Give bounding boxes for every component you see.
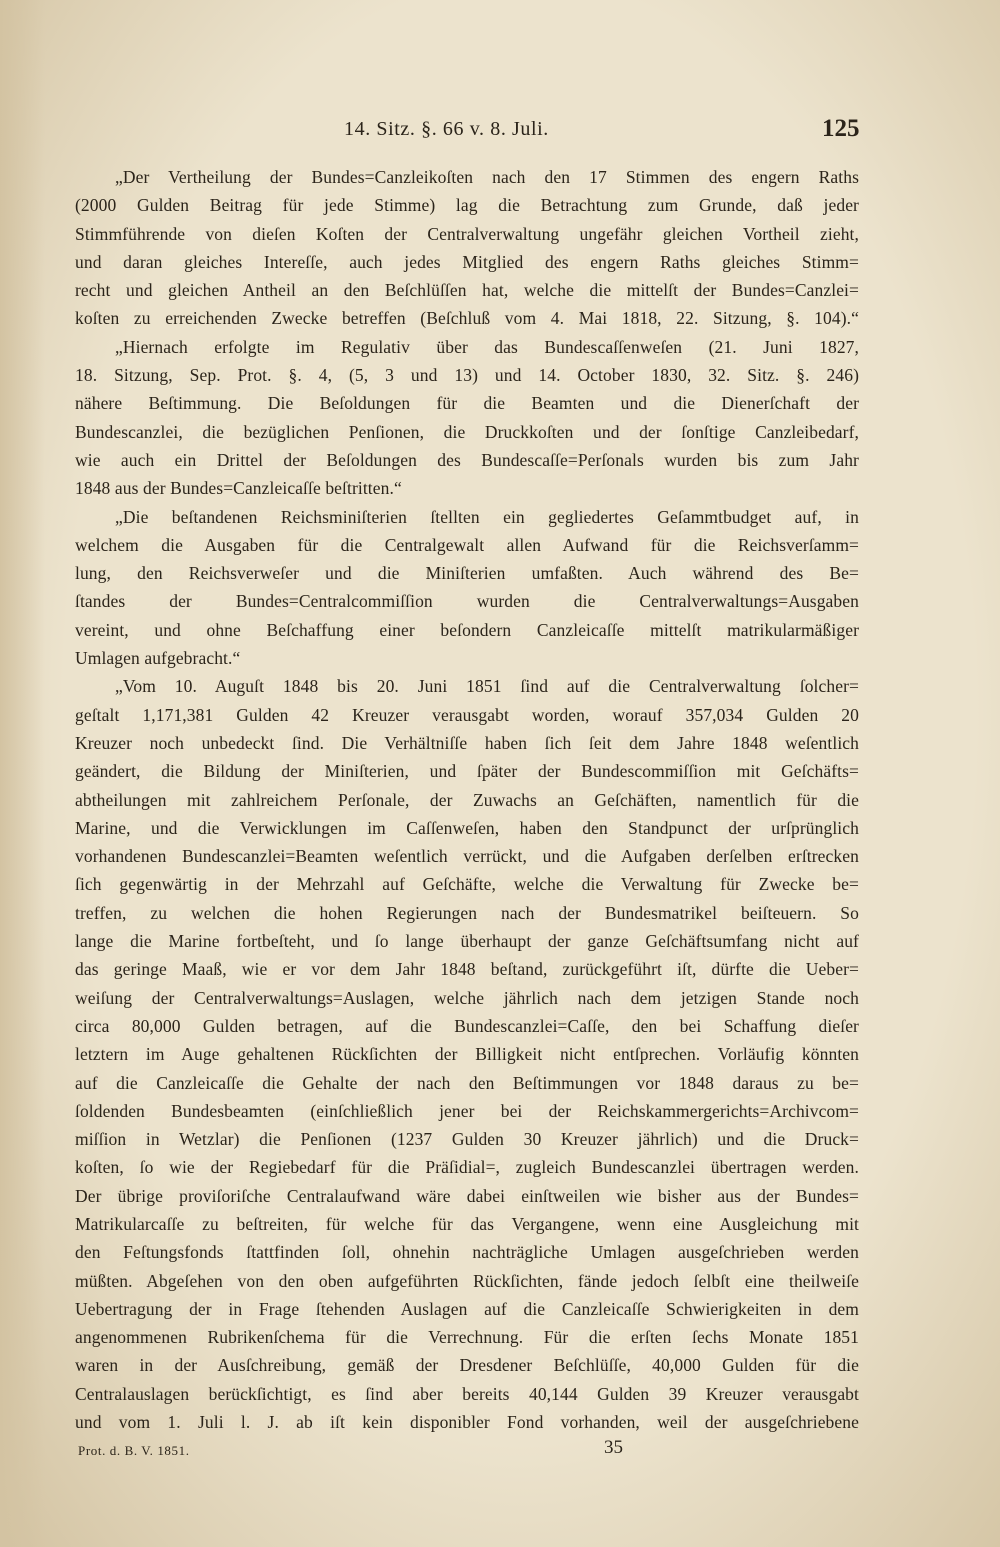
text-line: Uebertragung der in Frage ſtehenden Auslagen auf die Canzleicaſſe Schwierigkeiten in dem	[75, 1298, 859, 1319]
text-line: ſtandes der Bundes=Centralcommiſſion wurden die Centralverwaltungs=Ausgaben	[75, 591, 859, 612]
text-line: welchem die Ausgaben für die Centralgewalt allen Aufwand für die Reichsverſamm=	[75, 534, 859, 555]
text-line: „Hiernach erfolgte im Regulativ über das Bundescaſſenweſen (21. Juni 1827,	[115, 336, 859, 357]
text-line: (2000 Gulden Beitrag für jede Stimme) lag die Betrachtung zum Grunde, daß jeder	[75, 195, 859, 216]
text-line: geändert, die Bildung der Miniſterien, und ſpäter der Bundescommiſſion mit Geſchäfts=	[75, 761, 859, 782]
paragraph	[75, 333, 859, 503]
text-line: ſoldenden Bundesbeamten (einſchließlich jener bei der Reichskammergerichts=Archivcom=	[75, 1100, 859, 1121]
text-line: „Vom 10. Auguſt 1848 bis 20. Juni 1851 ſind auf die Centralverwaltung ſolcher=	[115, 676, 859, 697]
text-line: Matrikularcaſſe zu beſtreiten, für welche für das Vergangene, wenn eine Ausgleichung mit	[75, 1213, 859, 1234]
text-line: 1848 aus der Bundes=Canzleicaſſe beſtritten.“	[75, 478, 402, 499]
text-line: geſtalt 1,171,381 Gulden 42 Kreuzer verausgabt worden, worauf 357,034 Gulden 20	[75, 704, 859, 725]
text-line: lung, den Reichsverweſer und die Miniſterien umfaßten. Auch während des Be=	[75, 563, 859, 584]
text-line: Stimmführende von dieſen Koſten der Centralverwaltung ungefähr gleichen Vortheil zieht,	[75, 223, 859, 244]
text-line: waren in der Ausſchreibung, gemäß der Dresdener Beſchlüſſe, 40,000 Gulden für die	[75, 1355, 859, 1376]
text-line: vereint, und ohne Beſchaffung einer beſondern Canzleicaſſe mittelſt matrikularmäßiger	[75, 619, 859, 640]
text-line: wie auch ein Drittel der Beſoldungen des Bundescaſſe=Perſonals wurden bis zum Jahr	[75, 449, 859, 470]
page-number: 125	[822, 115, 860, 142]
text-line: den Feſtungsfonds ſtattfinden ſoll, ohnehin nachträgliche Umlagen ausgeſchrieben werden	[75, 1242, 859, 1263]
text-line: „Die beſtandenen Reichsminiſterien ſtellten ein gegliedertes Geſammtbudget auf, in	[115, 506, 859, 527]
text-line: „Der Vertheilung der Bundes=Canzleikoſten nach den 17 Stimmen des engern Raths	[115, 167, 859, 187]
text-line: ſich gegenwärtig in der Mehrzahl auf Geſchäfte, welche die Verwaltung für Zwecke be=	[75, 874, 859, 895]
text-line: Bundescanzlei, die bezüglichen Penſionen, die Druckkoſten und der ſonſtige Canzleibedarf,	[75, 421, 859, 442]
text-line: circa 80,000 Gulden betragen, auf die Bundescanzlei=Caſſe, den bei Schaffung dieſer	[75, 1015, 859, 1036]
text-line: miſſion in Wetzlar) die Penſionen (1237 Gulden 30 Kreuzer jährlich) und die Druck=	[75, 1129, 859, 1150]
text-line: koſten zu erreichenden Zwecke betreffen (Beſchluß vom 4. Mai 1818, 22. Sitzung, §. 104).“	[75, 308, 859, 329]
text-line: Kreuzer noch unbedeckt ſind. Die Verhältniſſe haben ſich ſeit dem Jahre 1848 weſentlich	[75, 732, 859, 753]
text-line: müßten. Abgeſehen von den oben aufgeführten Rückſichten, fände jedoch ſelbſt eine theilweiſe	[75, 1270, 859, 1291]
text-line: lange die Marine fortbeſteht, und ſo lange überhaupt der ganze Geſchäftsumfang nicht auf	[75, 931, 859, 952]
text-line: treffen, zu welchen die hohen Regierungen nach der Bundesmatrikel beiſteuern. So	[75, 902, 859, 923]
running-head: 14. Sitz. §. 66 v. 8. Juli.	[344, 118, 549, 140]
text-line: Der übrige proviſoriſche Centralaufwand wäre dabei einſtweilen wie bisher aus der Bundes=	[75, 1185, 859, 1206]
text-line: Centralauslagen berückſichtigt, es ſind aber bereits 40,144 Gulden 39 Kreuzer verausgabt	[75, 1383, 859, 1404]
text-line: Marine, und die Verwicklungen im Caſſenweſen, haben den Standpunct der urſprünglich	[75, 817, 859, 838]
paragraph	[75, 672, 859, 1436]
text-line: vorhandenen Bundescanzlei=Beamten weſentlich verrückt, und die Aufgaben derſelben erſtrecken	[75, 846, 859, 867]
paragraph	[75, 503, 859, 673]
text-line: 18. Sitzung, Sep. Prot. §. 4, (5, 3 und 13) und 14. October 1830, 32. Sitz. §. 246)	[75, 365, 859, 386]
body-text	[75, 163, 859, 1436]
text-line: auf die Canzleicaſſe die Gehalte der nach den Beſtimmungen vor 1848 daraus zu be=	[75, 1072, 859, 1093]
text-line: recht und gleichen Antheil an den Beſchlüſſen hat, welche die mittelſt der Bundes=Canzlei=	[75, 280, 859, 301]
text-line: angenommenen Rubrikenſchema für die Verrechnung. Für die erſten ſechs Monate 1851	[75, 1327, 859, 1348]
text-line: und vom 1. Juli l. J. ab iſt kein disponibler Fond vorhanden, weil der ausgeſchriebene	[75, 1412, 859, 1433]
text-line: das geringe Maaß, wie er vor dem Jahr 1848 beſtand, zurückgeführt iſt, dürfte die Ueber=	[75, 959, 859, 980]
footer-sheet-number: 35	[604, 1437, 623, 1458]
text-line: koſten, ſo wie der Regiebedarf für die Präſidial=, zugleich Bundescanzlei übertragen werden.	[75, 1157, 859, 1178]
text-line: und daran gleiches Intereſſe, auch jedes Mitglied des engern Raths gleiches Stimm=	[75, 251, 859, 272]
text-line: weiſung der Centralverwaltungs=Auslagen, welche jährlich nach dem jetzigen Stande noch	[75, 987, 859, 1008]
text-line: Umlagen aufgebracht.“	[75, 648, 241, 669]
text-line: abtheilungen mit zahlreichem Perſonale, der Zuwachs an Geſchäften, namentlich für die	[75, 789, 859, 810]
text-line: letztern im Auge gehaltenen Rückſichten der Billigkeit nicht entſprechen. Vorläufig könnten	[75, 1044, 859, 1065]
footer-signature: Prot. d. B. V. 1851.	[78, 1443, 190, 1458]
paragraph	[75, 163, 859, 333]
text-line: nähere Beſtimmung. Die Beſoldungen für die Beamten und die Dienerſchaft der	[75, 393, 859, 414]
